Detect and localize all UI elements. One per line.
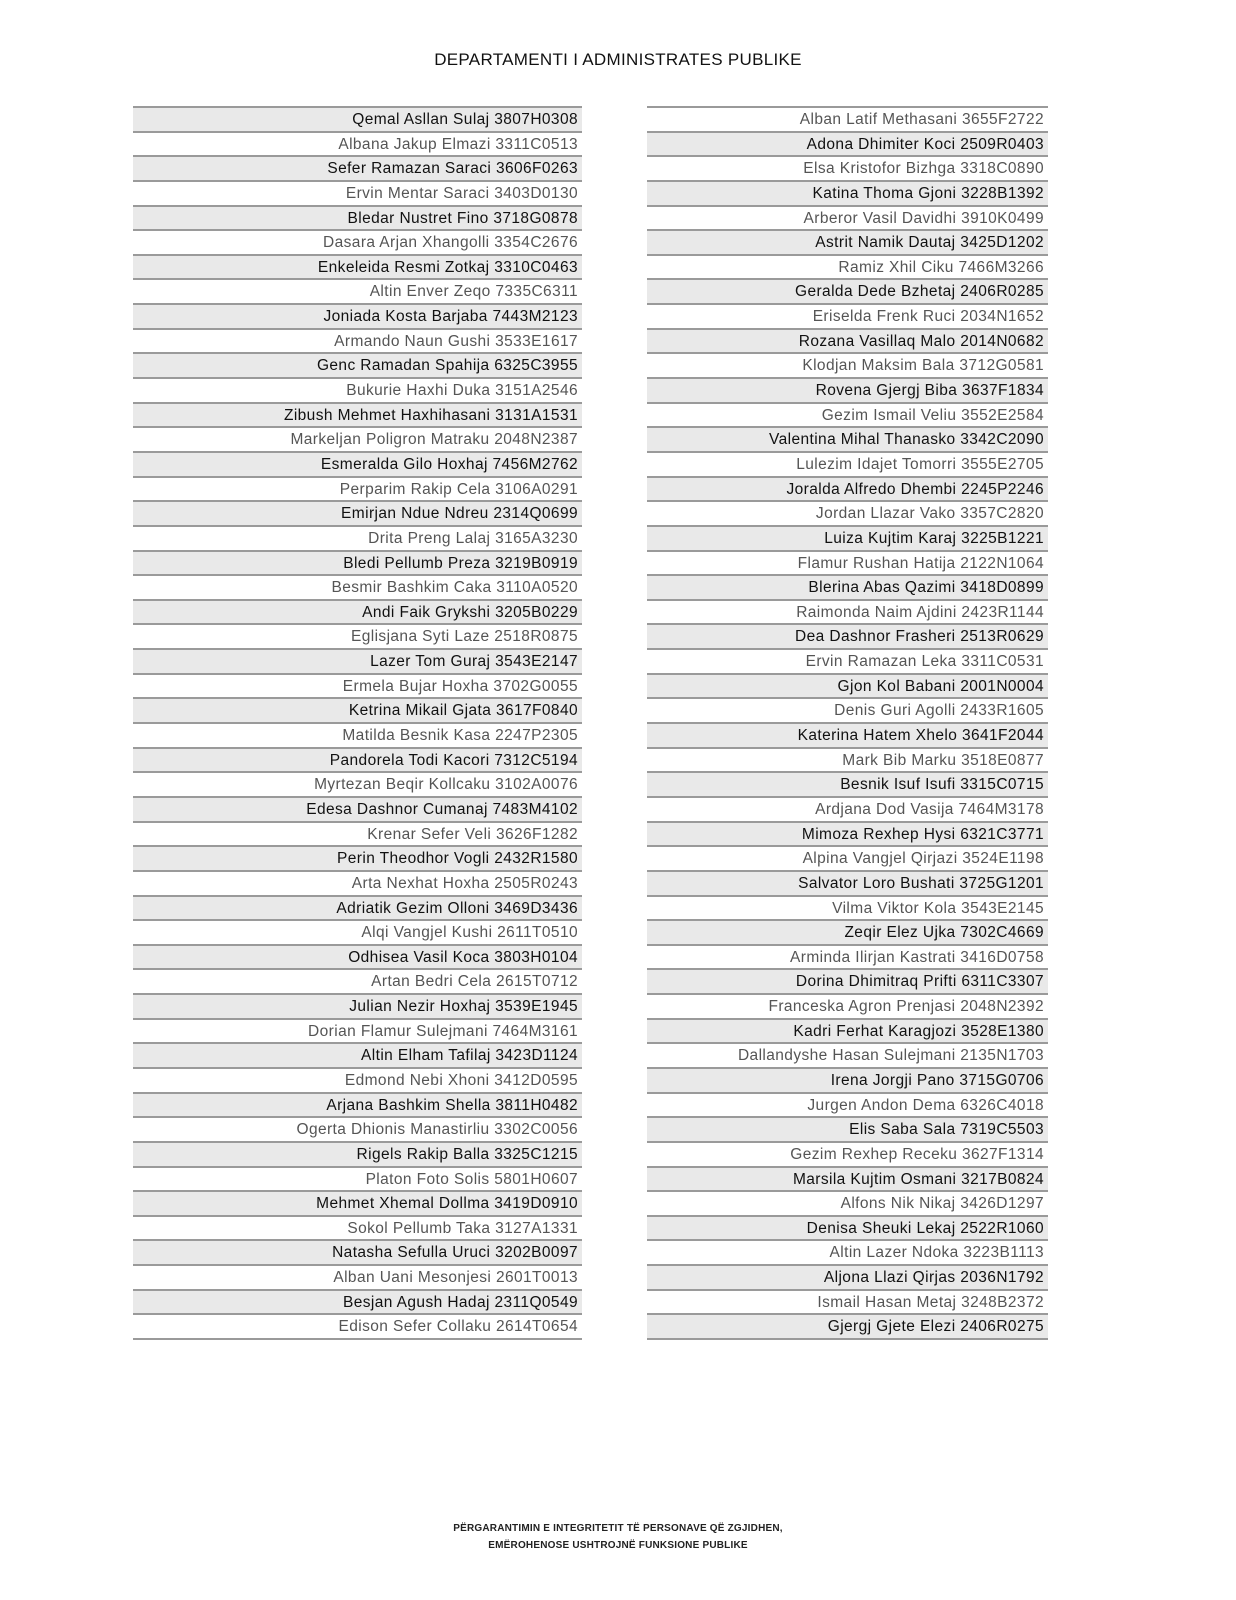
list-item: Rovena Gjergj Biba 3637F1834 <box>647 379 1048 404</box>
list-item: Drita Preng Lalaj 3165A3230 <box>133 527 582 552</box>
list-item: Gjon Kol Babani 2001N0004 <box>647 675 1048 700</box>
list-item: Genc Ramadan Spahija 6325C3955 <box>133 354 582 379</box>
list-item: Elsa Kristofor Bizhga 3318C0890 <box>647 157 1048 182</box>
list-item: Blerina Abas Qazimi 3418D0899 <box>647 576 1048 601</box>
list-item: Besnik Isuf Isufi 3315C0715 <box>647 773 1048 798</box>
page-title: DEPARTAMENTI I ADMINISTRATES PUBLIKE <box>434 50 802 69</box>
list-item: Zibush Mehmet Haxhihasani 3131A1531 <box>133 404 582 429</box>
list-item: Edison Sefer Collaku 2614T0654 <box>133 1315 582 1340</box>
list-item: Joniada Kosta Barjaba 7443M2123 <box>133 305 582 330</box>
list-item: Irena Jorgji Pano 3715G0706 <box>647 1069 1048 1094</box>
list-item: Dasara Arjan Xhangolli 3354C2676 <box>133 231 582 256</box>
list-item: Ismail Hasan Metaj 3248B2372 <box>647 1291 1048 1316</box>
list-item: Matilda Besnik Kasa 2247P2305 <box>133 724 582 749</box>
list-item: Dallandyshe Hasan Sulejmani 2135N1703 <box>647 1044 1048 1069</box>
list-item: Besmir Bashkim Caka 3110A0520 <box>133 576 582 601</box>
list-item: Dorina Dhimitraq Prifti 6311C3307 <box>647 970 1048 995</box>
list-item: Arjana Bashkim Shella 3811H0482 <box>133 1094 582 1119</box>
list-item: Raimonda Naim Ajdini 2423R1144 <box>647 601 1048 626</box>
list-item: Rozana Vasillaq Malo 2014N0682 <box>647 330 1048 355</box>
list-item: Ardjana Dod Vasija 7464M3178 <box>647 798 1048 823</box>
list-item: Altin Lazer Ndoka 3223B1113 <box>647 1241 1048 1266</box>
list-item: Arberor Vasil Davidhi 3910K0499 <box>647 207 1048 232</box>
list-item: Gezim Rexhep Receku 3627F1314 <box>647 1143 1048 1168</box>
list-item: Alpina Vangjel Qirjazi 3524E1198 <box>647 847 1048 872</box>
list-item: Myrtezan Beqir Kollcaku 3102A0076 <box>133 773 582 798</box>
list-item: Adriatik Gezim Olloni 3469D3436 <box>133 897 582 922</box>
list-item: Artan Bedri Cela 2615T0712 <box>133 970 582 995</box>
list-item: Armando Naun Gushi 3533E1617 <box>133 330 582 355</box>
list-item: Perparim Rakip Cela 3106A0291 <box>133 478 582 503</box>
list-item: Perin Theodhor Vogli 2432R1580 <box>133 847 582 872</box>
list-item: Klodjan Maksim Bala 3712G0581 <box>647 354 1048 379</box>
list-item: Natasha Sefulla Uruci 3202B0097 <box>133 1241 582 1266</box>
list-item: Andi Faik Grykshi 3205B0229 <box>133 601 582 626</box>
list-item: Enkeleida Resmi Zotkaj 3310C0463 <box>133 256 582 281</box>
list-item: Krenar Sefer Veli 3626F1282 <box>133 823 582 848</box>
list-item: Altin Enver Zeqo 7335C6311 <box>133 280 582 305</box>
list-item: Luiza Kujtim Karaj 3225B1221 <box>647 527 1048 552</box>
list-item: Salvator Loro Bushati 3725G1201 <box>647 872 1048 897</box>
list-item: Marsila Kujtim Osmani 3217B0824 <box>647 1168 1048 1193</box>
list-item: Altin Elham Tafilaj 3423D1124 <box>133 1044 582 1069</box>
list-item: Bukurie Haxhi Duka 3151A2546 <box>133 379 582 404</box>
list-item: Vilma Viktor Kola 3543E2145 <box>647 897 1048 922</box>
right-name-list <box>647 106 1048 1340</box>
list-item: Eriselda Frenk Ruci 2034N1652 <box>647 305 1048 330</box>
footer <box>0 1520 1236 1554</box>
list-item: Franceska Agron Prenjasi 2048N2392 <box>647 995 1048 1020</box>
list-item: Alban Uani Mesonjesi 2601T0013 <box>133 1266 582 1291</box>
list-item: Bledar Nustret Fino 3718G0878 <box>133 207 582 232</box>
list-item: Julian Nezir Hoxhaj 3539E1945 <box>133 995 582 1020</box>
list-item: Sefer Ramazan Saraci 3606F0263 <box>133 157 582 182</box>
list-item: Arta Nexhat Hoxha 2505R0243 <box>133 872 582 897</box>
list-item: Rigels Rakip Balla 3325C1215 <box>133 1143 582 1168</box>
list-item: Sokol Pellumb Taka 3127A1331 <box>133 1217 582 1242</box>
list-item: Bledi Pellumb Preza 3219B0919 <box>133 552 582 577</box>
list-item: Edesa Dashnor Cumanaj 7483M4102 <box>133 798 582 823</box>
list-item: Markeljan Poligron Matraku 2048N2387 <box>133 428 582 453</box>
list-item: Ermela Bujar Hoxha 3702G0055 <box>133 675 582 700</box>
list-item: Platon Foto Solis 5801H0607 <box>133 1168 582 1193</box>
list-item: Alfons Nik Nikaj 3426D1297 <box>647 1192 1048 1217</box>
list-item: Gjergj Gjete Elezi 2406R0275 <box>647 1315 1048 1340</box>
list-item: Aljona Llazi Qirjas 2036N1792 <box>647 1266 1048 1291</box>
list-item: Arminda Ilirjan Kastrati 3416D0758 <box>647 946 1048 971</box>
list-item: Katina Thoma Gjoni 3228B1392 <box>647 182 1048 207</box>
list-item: Mark Bib Marku 3518E0877 <box>647 749 1048 774</box>
list-item: Emirjan Ndue Ndreu 2314Q0699 <box>133 502 582 527</box>
list-item: Katerina Hatem Xhelo 3641F2044 <box>647 724 1048 749</box>
list-item: Jurgen Andon Dema 6326C4018 <box>647 1094 1048 1119</box>
list-item: Mehmet Xhemal Dollma 3419D0910 <box>133 1192 582 1217</box>
list-item: Besjan Agush Hadaj 2311Q0549 <box>133 1291 582 1316</box>
list-item: Alban Latif Methasani 3655F2722 <box>647 108 1048 133</box>
list-item: Kadri Ferhat Karagjozi 3528E1380 <box>647 1020 1048 1045</box>
left-name-list <box>133 106 582 1340</box>
list-item: Ogerta Dhionis Manastirliu 3302C0056 <box>133 1118 582 1143</box>
list-item: Eglisjana Syti Laze 2518R0875 <box>133 625 582 650</box>
list-item: Ervin Ramazan Leka 3311C0531 <box>647 650 1048 675</box>
list-item: Zeqir Elez Ujka 7302C4669 <box>647 921 1048 946</box>
list-item: Lazer Tom Guraj 3543E2147 <box>133 650 582 675</box>
list-item: Flamur Rushan Hatija 2122N1064 <box>647 552 1048 577</box>
list-item: Gezim Ismail Veliu 3552E2584 <box>647 404 1048 429</box>
list-item: Jordan Llazar Vako 3357C2820 <box>647 502 1048 527</box>
list-item: Dorian Flamur Sulejmani 7464M3161 <box>133 1020 582 1045</box>
list-item: Odhisea Vasil Koca 3803H0104 <box>133 946 582 971</box>
list-item: Denisa Sheuki Lekaj 2522R1060 <box>647 1217 1048 1242</box>
list-item: Pandorela Todi Kacori 7312C5194 <box>133 749 582 774</box>
list-item: Ervin Mentar Saraci 3403D0130 <box>133 182 582 207</box>
list-item: Albana Jakup Elmazi 3311C0513 <box>133 133 582 158</box>
list-item: Valentina Mihal Thanasko 3342C2090 <box>647 428 1048 453</box>
list-item: Dea Dashnor Frasheri 2513R0629 <box>647 625 1048 650</box>
list-item: Denis Guri Agolli 2433R1605 <box>647 699 1048 724</box>
list-item: Qemal Asllan Sulaj 3807H0308 <box>133 108 582 133</box>
list-item: Astrit Namik Dautaj 3425D1202 <box>647 231 1048 256</box>
list-item: Edmond Nebi Xhoni 3412D0595 <box>133 1069 582 1094</box>
list-item: Esmeralda Gilo Hoxhaj 7456M2762 <box>133 453 582 478</box>
list-item: Alqi Vangjel Kushi 2611T0510 <box>133 921 582 946</box>
list-item: Joralda Alfredo Dhembi 2245P2246 <box>647 478 1048 503</box>
list-item: Mimoza Rexhep Hysi 6321C3771 <box>647 823 1048 848</box>
list-item: Geralda Dede Bzhetaj 2406R0285 <box>647 280 1048 305</box>
footer-line-1: PËRGARANTIMIN E INTEGRITETIT TË PERSONAVE QË ZGJIDHEN, <box>453 1523 783 1534</box>
list-item: Ramiz Xhil Ciku 7466M3266 <box>647 256 1048 281</box>
list-item: Ketrina Mikail Gjata 3617F0840 <box>133 699 582 724</box>
list-item: Lulezim Idajet Tomorri 3555E2705 <box>647 453 1048 478</box>
list-item: Elis Saba Sala 7319C5503 <box>647 1118 1048 1143</box>
list-item: Adona Dhimiter Koci 2509R0403 <box>647 133 1048 158</box>
footer-line-2: EMËROHENOSE USHTROJNË FUNKSIONE PUBLIKE <box>488 1540 748 1551</box>
